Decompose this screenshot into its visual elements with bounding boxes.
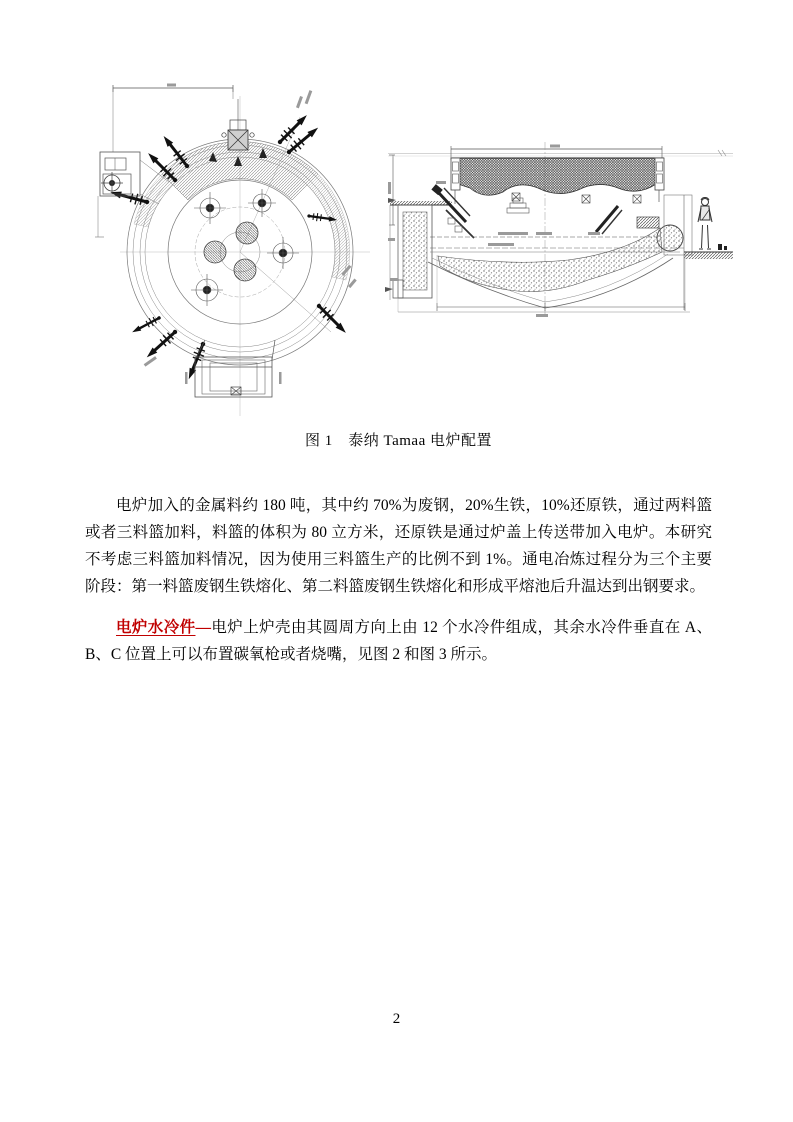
furnace-section-drawing: [388, 140, 733, 325]
paragraph-body-text: 电炉上炉壳由其圆周方向上由 12 个水冷件组成，其余水冷件垂直在 A、B、C 位置上可以布置碳氧枪或者烧嘴，见图 2 和图 3 所示。: [85, 618, 712, 663]
furnace-section-svg: [388, 140, 733, 325]
figure-caption: 图 1 泰纳 Tamaa 电炉配置: [304, 433, 492, 449]
worker-figure: [698, 198, 712, 249]
paragraph-furnace-charging: 电炉加入的金属料约 180 吨，其中约 70%为废钢，20%生铁，10%还原铁，通过两料篮或者三料篮加料，料篮的体积为 80 立方米，还原铁是通过炉盖上传送带加入电炉。本研究不考虑三料篮加料情况，因为使用三料篮生产的比例不到 1%。通电冶炼过程分为三个主要阶段：第一料篮废钢生铁熔化、第二料篮废钢生铁熔化和形成平熔池后升温达到出钢要求。: [85, 496, 712, 596]
paragraph-lead-term: 电炉水冷件: [116, 618, 196, 636]
furnace-plan-svg: [95, 82, 395, 422]
furnace-plan-drawing: [95, 82, 395, 422]
page-number: 2: [392, 1011, 401, 1027]
paragraph-water-cooled-parts: [85, 614, 712, 668]
em-dash: —: [195, 618, 211, 636]
